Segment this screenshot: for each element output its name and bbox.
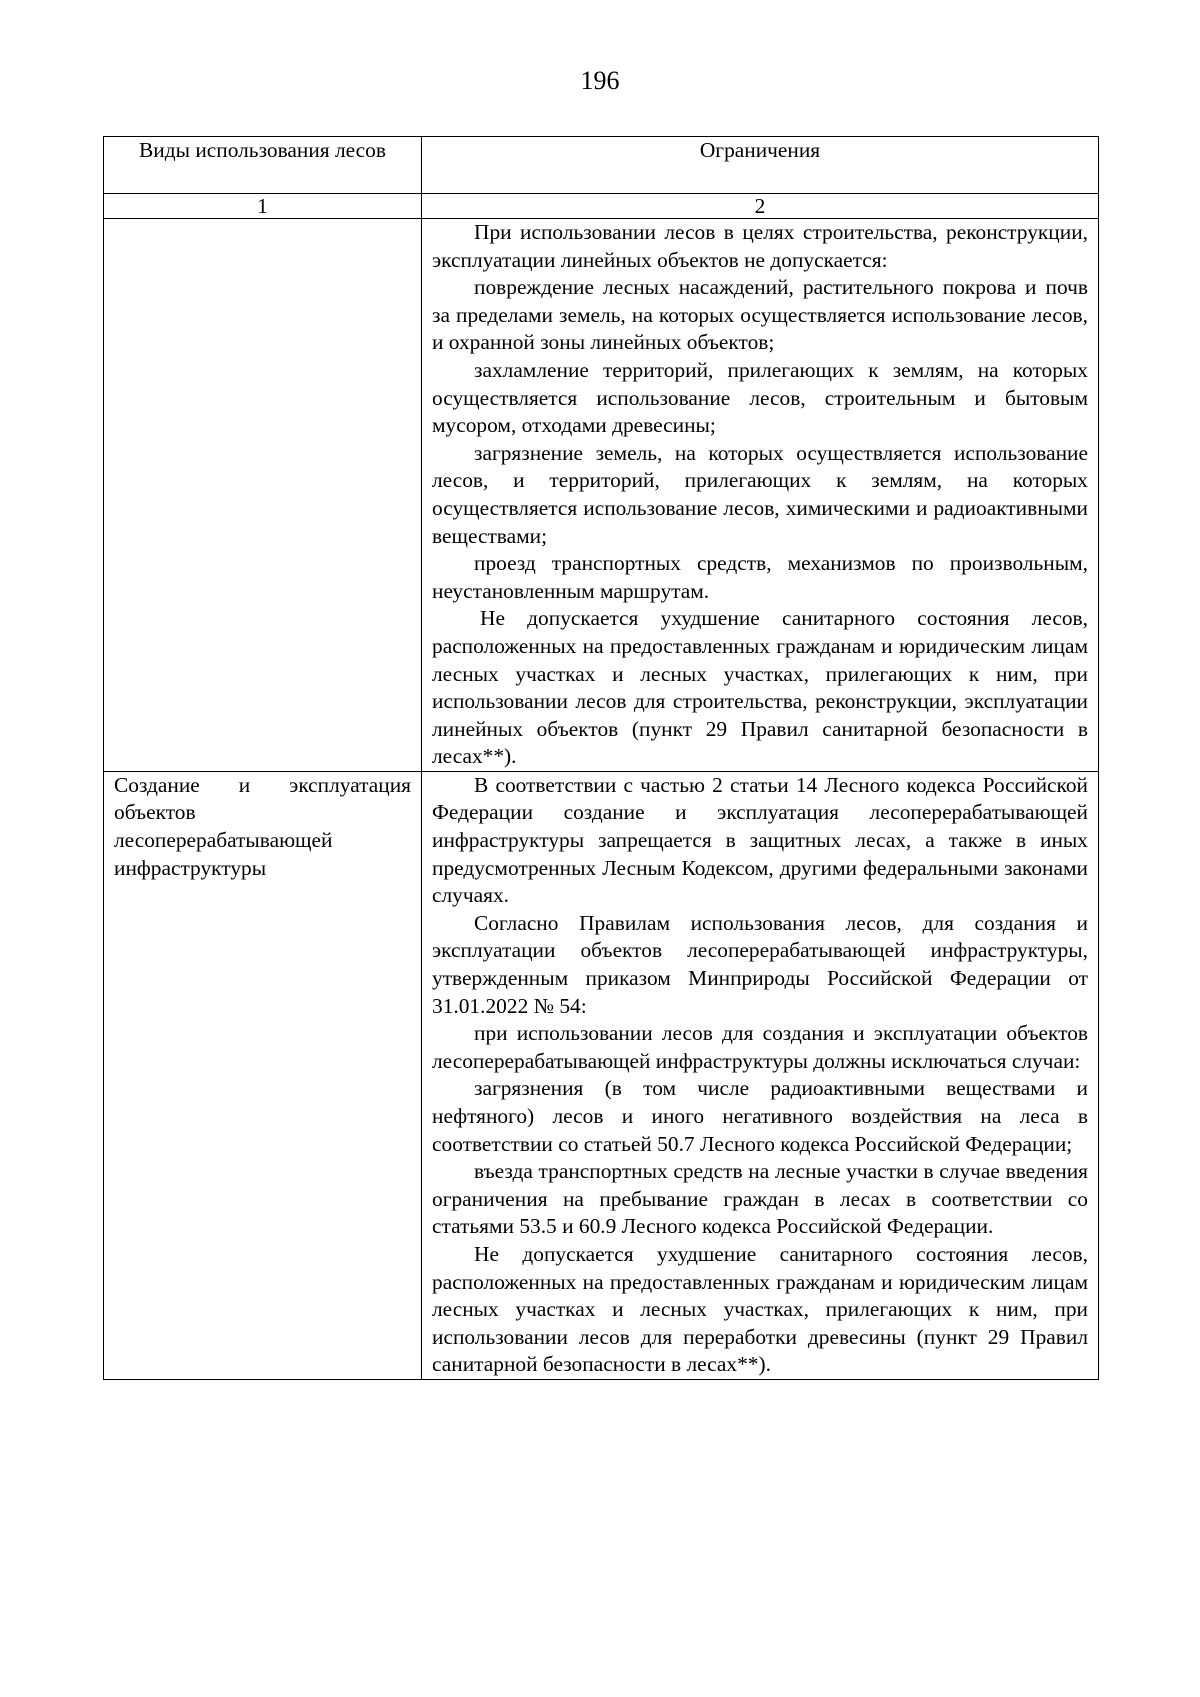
restrictions-table [103,136,1099,1380]
restriction-paragraph: повреждение лесных насаждений, растительного покрова и почв за пределами земель, на которых осуществляется использование лесов, и охранной зоны линейных объектов; [432,275,1088,355]
column-number-2: 2 [422,194,1099,219]
restriction-paragraph: Не допускается ухудшение санитарного состояния лесов, расположенных на предоставленных гражданам и юридическим лицам лесных участках и лесных участках, прилегающих к ним, при использовании лесов для строительства, реконструкции, эксплуатации линейных объектов (пункт 29 Правил санитарной безопасности в лесах**). [432,606,1088,769]
table-header-row [104,137,1099,194]
row-forest-use-type: Создание и эксплуатация объектов лесоперерабатывающей инфраструктуры [104,771,422,1379]
restriction-paragraph: Согласно Правилам использования лесов, для создания и эксплуатации объектов лесоперерабатывающей инфраструктуры, утвержденным приказом Минприроды Российской Федерации от 31.01.2022 № 54: [432,910,1088,1018]
header-restrictions: Ограничения [422,137,1099,194]
column-number-1: 1 [104,194,422,219]
restriction-paragraph: В соответствии с частью 2 статьи 14 Лесного кодекса Российской Федерации создание и эксплуатация лесоперерабатывающей инфраструктуры запрещается в защитных лесах, а также в иных предусмотренных Лесным Кодексом, другими федеральными законами случаях. [432,772,1088,908]
page-number: 196 [580,66,620,95]
restriction-paragraph: при использовании лесов для создания и эксплуатации объектов лесоперерабатывающей инфраструктуры должны исключаться случаи: [432,1021,1088,1073]
restriction-paragraph: Не допускается ухудшение санитарного состояния лесов, расположенных на предоставленных гражданам и юридическим лицам лесных участках и лесных участках, прилегающих к ним, при использовании лесов для переработки древесины (пункт 29 Правил санитарной безопасности в лесах**). [432,1241,1088,1377]
restriction-paragraph: въезда транспортных средств на лесные участки в случае введения ограничения на пребывание граждан в лесах в соответствии со статьями 53.5 и 60.9 Лесного кодекса Российской Федерации. [432,1159,1088,1239]
header-forest-use-types: Виды использования лесов [104,137,422,194]
restriction-paragraph: загрязнения (в том числе радиоактивными веществами и нефтяного) лесов и иного негативного воздействия на леса в соответствии со статьей 50.7 Лесного кодекса Российской Федерации; [432,1076,1088,1156]
restriction-paragraph: проезд транспортных средств, механизмов по произвольным, неустановленным маршрутам. [432,551,1088,603]
column-number-row [104,194,1099,219]
row-restrictions [422,771,1099,1379]
row-forest-use-type [104,219,422,772]
table-row [104,771,1099,1379]
restriction-paragraph: захламление территорий, прилегающих к землям, на которых осуществляется использование лесов, строительным и бытовым мусором, отходами древесины; [432,357,1088,438]
table-row [104,219,1099,772]
row-restrictions [422,219,1099,772]
restriction-paragraph: загрязнение земель, на которых осуществляется использование лесов, и территорий, прилегающих к землям, на которых осуществляется использование лесов, химическими и радиоактивными веществами; [432,440,1088,548]
restriction-paragraph: При использовании лесов в целях строительства, реконструкции, эксплуатации линейных объектов не допускается: [432,220,1088,272]
